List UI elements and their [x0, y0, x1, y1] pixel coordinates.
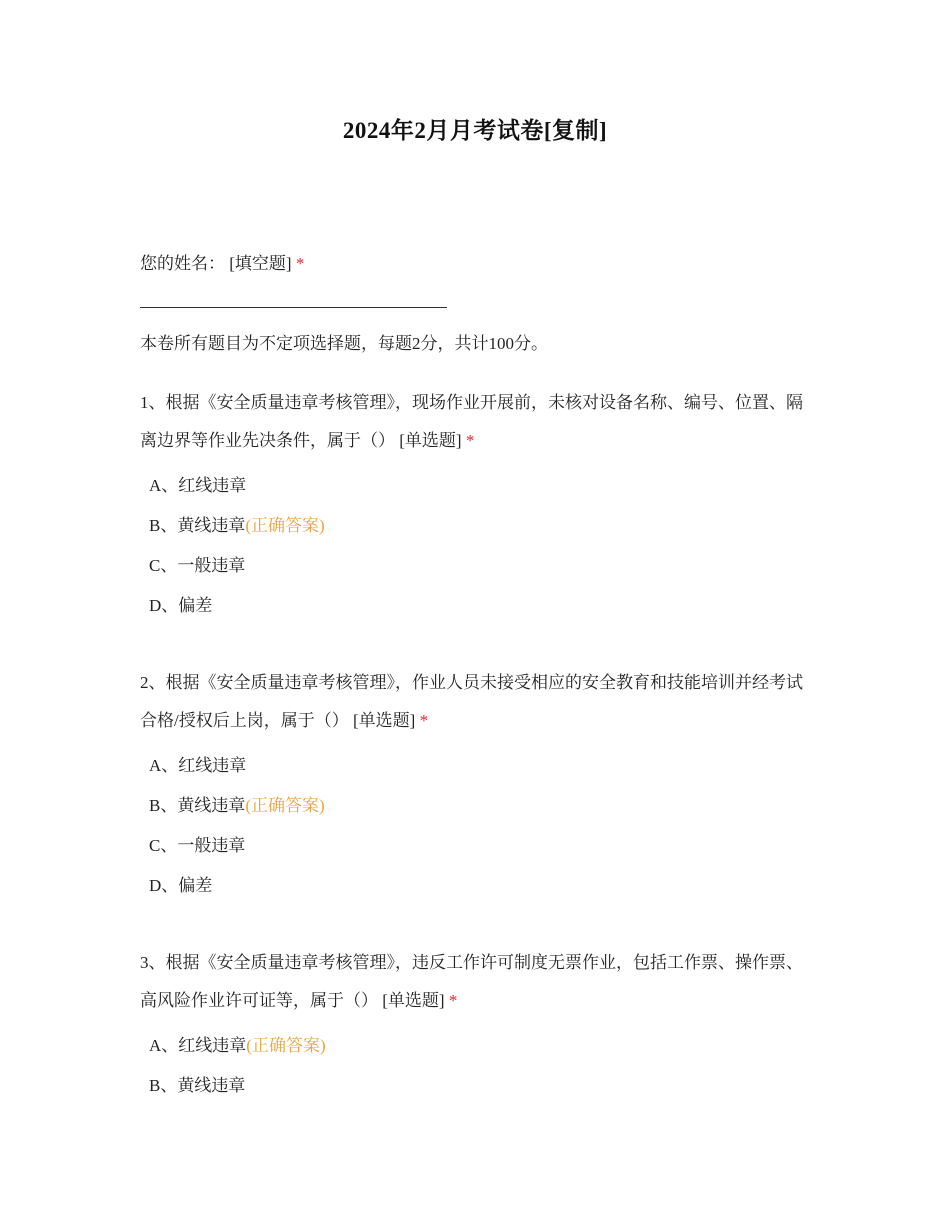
name-question	[140, 252, 304, 276]
option-label: B、黄线违章	[149, 516, 246, 535]
question-type: [单选题]	[352, 711, 416, 730]
option-label: C、一般违章	[149, 836, 246, 855]
option-label: B、黄线违章	[149, 1076, 246, 1095]
question-text: 3、根据《安全质量违章考核管理》，违反工作许可制度无票作业，包括工作票、操作票、高风险作业许可证等，属于（）	[140, 953, 803, 1010]
question-type: [单选题]	[382, 991, 445, 1010]
option-label: D、偏差	[149, 876, 213, 895]
option-label: C、一般违章	[149, 556, 246, 575]
question-1	[140, 384, 810, 460]
option-d[interactable]	[149, 874, 749, 914]
option-b[interactable]	[149, 794, 749, 834]
option-label: D、偏差	[149, 596, 213, 615]
required-mark: *	[465, 431, 475, 450]
option-b[interactable]	[149, 1074, 749, 1114]
option-a[interactable]	[149, 474, 749, 514]
option-c[interactable]	[149, 834, 749, 874]
name-question-label: 您的姓名：	[140, 254, 225, 273]
correct-answer-tag: (正确答案)	[245, 796, 325, 815]
correct-answer-tag: (正确答案)	[246, 1036, 326, 1055]
correct-answer-tag: (正确答案)	[245, 516, 325, 535]
option-label: A、红线违章	[149, 1036, 247, 1055]
name-answer-field[interactable]	[140, 307, 447, 308]
question-2	[140, 664, 810, 740]
option-a[interactable]	[149, 1034, 749, 1074]
option-d[interactable]	[149, 594, 749, 634]
option-label: A、红线违章	[149, 476, 247, 495]
question-3-options	[149, 1034, 749, 1114]
option-label: B、黄线违章	[149, 796, 246, 815]
required-mark: *	[419, 711, 429, 730]
name-question-type: [填空题]	[229, 254, 292, 273]
question-text: 1、根据《安全质量违章考核管理》，现场作业开展前，未核对设备名称、编号、位置、隔离边界等作业先决条件，属于（）	[140, 393, 803, 450]
instructions-text: 本卷所有题目为不定项选择题，每题2分，共计100分。	[140, 334, 548, 353]
question-1-options	[149, 474, 749, 634]
option-c[interactable]	[149, 554, 749, 594]
required-mark: *	[295, 254, 305, 273]
question-3	[140, 944, 810, 1020]
option-b[interactable]	[149, 514, 749, 554]
required-mark: *	[448, 991, 458, 1010]
option-label: A、红线违章	[149, 756, 247, 775]
option-a[interactable]	[149, 754, 749, 794]
question-text: 2、根据《安全质量违章考核管理》，作业人员未接受相应的安全教育和技能培训并经考试合格/授权后上岗，属于（）	[140, 673, 803, 730]
question-2-options	[149, 754, 749, 914]
question-type: [单选题]	[399, 431, 462, 450]
page-title: 2024年2月月考试卷[复制]	[342, 118, 608, 143]
